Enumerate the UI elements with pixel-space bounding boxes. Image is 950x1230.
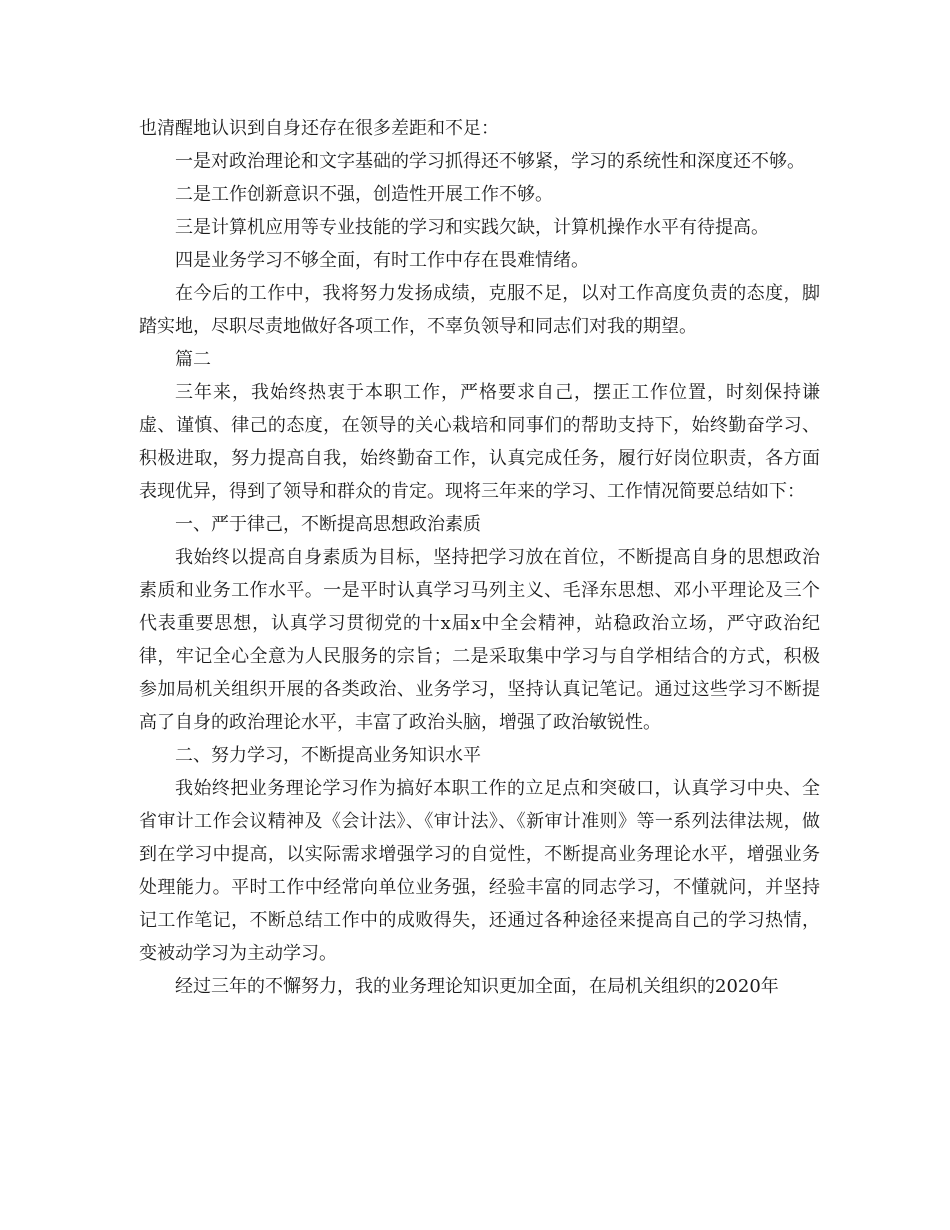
paragraph: 一是对政治理论和文字基础的学习抓得还不够紧，学习的系统性和深度还不够。 [175,151,805,172]
paragraph: 我始终以提高自身素质为目标，坚持把学习放在首位，不断提高自身的思想政治素质和业务工作水平。一是平时认真学习马列主义、毛泽东思想、邓小平理论及三个代表重要思想，认真学习贯彻党的十x届x中全会精神，站稳政治立场，严守政治纪律，牢记全心全意为人民服务的宗旨；二是采取集中学习与自学相结合的方式，积极参加局机关组织开展的各类政治、业务学习，坚持认真记笔记。通过这些学习不断提高了自身的政治理论水平，丰富了政治头脑，增强了政治敏锐性。 [139,547,820,733]
paragraph: 三年来，我始终热衷于本职工作，严格要求自己，摆正工作位置，时刻保持谦虚、谨慎、律己的态度，在领导的关心栽培和同事们的帮助支持下，始终勤奋学习、积极进取，努力提高自我，始终勤奋工作，认真完成任务，履行好岗位职责，各方面表现优异，得到了领导和群众的肯定。现将三年来的学习、工作情况简要总结如下： [139,382,820,502]
paragraph: 在今后的工作中，我将努力发扬成绩，克服不足，以对工作高度负责的态度，脚踏实地，尽职尽责地做好各项工作，不辜负领导和同志们对我的期望。 [139,283,820,337]
paragraph: 我始终把业务理论学习作为搞好本职工作的立足点和突破口，认真学习中央、全省审计工作会议精神及《会计法》、《审计法》、《新审计准则》等一系列法律法规，做到在学习中提高，以实际需求增强学习的自觉性，不断提高业务理论水平，增强业务处理能力。平时工作中经常向单位业务强，经验丰富的同志学习，不懂就问，并坚持记工作笔记，不断总结工作中的成败得失，还通过各种途径来提高自己的学习热情，变被动学习为主动学习。 [139,778,820,964]
paragraph: 二是工作创新意识不强，创造性开展工作不够。 [175,184,553,205]
paragraph: 一、严于律己，不断提高思想政治素质 [175,514,481,535]
paragraph: 也清醒地认识到自身还存在很多差距和不足： [139,118,499,139]
paragraph: 篇二 [175,349,211,370]
paragraph: 三是计算机应用等专业技能的学习和实践欠缺，计算机操作水平有待提高。 [175,217,769,238]
paragraph: 四是业务学习不够全面，有时工作中存在畏难情绪。 [175,250,589,271]
paragraph: 二、努力学习，不断提高业务知识水平 [175,745,481,766]
document-body [139,112,820,1003]
paragraph: 经过三年的不懈努力，我的业务理论知识更加全面，在局机关组织的2020年 [175,976,779,997]
